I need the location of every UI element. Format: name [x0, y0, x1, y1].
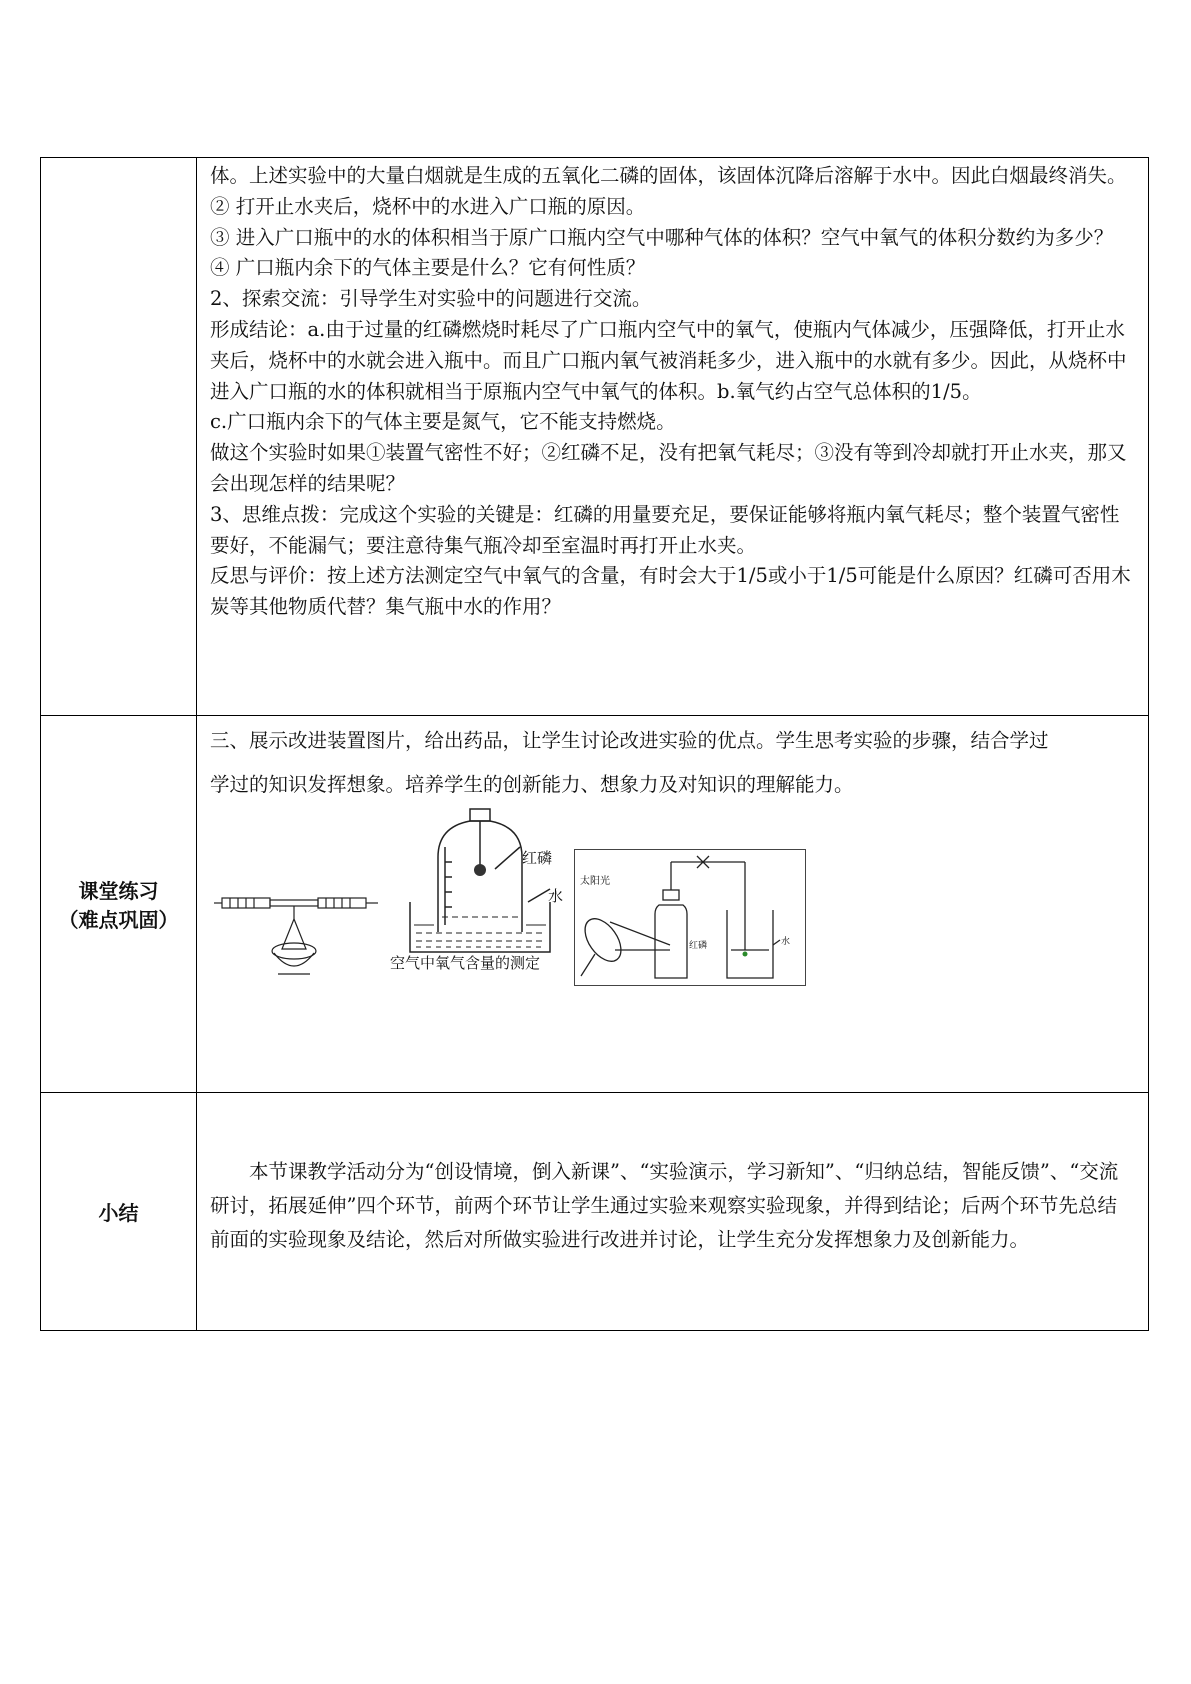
water-droplet-icon: [743, 952, 748, 957]
paragraph: 做这个实验时如果①装置气密性不好；②红磷不足，没有把氧气耗尽；③没有等到冷却就打开止水夹，那又会出现怎样的结果呢？: [210, 441, 1127, 495]
paragraph: ④ 广口瓶内余下的气体主要是什么？它有何性质？: [210, 256, 646, 280]
label-line: 课堂练习: [78, 879, 159, 903]
paragraph: 反思与评价：按上述方法测定空气中氧气的含量，有时会大于1/5或小于1/5可能是什么原因？红磷可否用木炭等其他物质代替？集气瓶中水的作用？: [210, 564, 1131, 619]
paragraph: 形成结论：a.由于过量的红磷燃烧时耗尽了广口瓶内空气中的氧气，使瓶内气体减少，压强降低，打开止水夹后，烧杯中的水就会进入瓶中。而且广口瓶内氧气被消耗多少，进入瓶中的水就有多少。因此，从烧杯中进入广口瓶的水的体积就相当于原瓶内空气中氧气的体积。b.氧气约占空气总体积的1/5。: [210, 317, 1127, 403]
figure-label-sunlight: 太阳光: [580, 876, 610, 887]
label-line: （难点巩固）: [58, 908, 179, 932]
bell-jar-figure: [390, 807, 564, 972]
lesson-plan-table: [40, 157, 1149, 1331]
figure-label-water: 水: [781, 937, 791, 947]
summary-text: 本节课教学活动分为“创设情境，倒入新课”、“实验演示，学习新知”、“归纳总结，智能反馈”、“交流研讨，拓展延伸”四个环节，前两个环节让学生通过实验来观察实验现象，并得到结论；后两个环节先总结前面的实验现象及结论，然后对所做实验进行改进并讨论，让学生充分发挥想象力及创新能力。: [210, 1160, 1119, 1251]
paragraph: ② 打开止水夹后，烧杯中的水进入广口瓶的原因。: [210, 194, 646, 218]
sunlight-apparatus-illustration: [575, 850, 805, 985]
row-label-empty: [41, 158, 197, 716]
paragraph: 学过的知识发挥想象。培养学生的创新能力、想象力及对知识的理解能力。: [210, 773, 854, 796]
paragraph: 2、探索交流：引导学生对实验中的问题进行交流。: [210, 287, 652, 311]
phosphorus-spoon-icon: [474, 864, 486, 876]
paragraph: 3、思维点拨：完成这个实验的关键是：红磷的用量要充足，要保证能够将瓶内氧气耗尽；整个装置气密性要好，不能漏气；要注意待集气瓶冷却至室温时再打开止水夹。: [210, 502, 1120, 557]
figure-caption: 空气中氧气含量的测定: [390, 954, 541, 972]
content-cell: [197, 158, 1149, 716]
paragraph: c.广口瓶内余下的气体主要是氮气，它不能支持燃烧。: [210, 410, 676, 434]
syringe-apparatus-illustration: [212, 889, 382, 989]
bell-jar-illustration: [400, 807, 560, 967]
figure-label-phosphorus: 红磷: [522, 849, 553, 867]
table-row: [41, 716, 1149, 1093]
content-cell: [197, 716, 1149, 1093]
syringe-apparatus-figure: [212, 889, 382, 989]
figure-area: [197, 819, 1148, 999]
paragraph: 三、展示改进装置图片，给出药品，让学生讨论改进实验的优点。学生思考实验的步骤，结合学过: [210, 729, 1049, 752]
content-text: [197, 158, 1148, 623]
paragraph: ③ 进入广口瓶中的水的体积相当于原广口瓶内空气中哪种气体的体积？空气中氧气的体积分数约为多少？: [210, 225, 1114, 249]
figure-label-water: 水: [548, 887, 564, 905]
table-row: [41, 1093, 1149, 1331]
content-text: [197, 716, 1148, 807]
row-label-practice: [41, 716, 197, 1093]
paragraph: 体。上述实验中的大量白烟就是生成的五氧化二磷的固体，该固体沉降后溶解于水中。因此白烟最终消失。: [210, 164, 1127, 187]
row-label-summary: 小结: [41, 1093, 197, 1331]
figure-label-phosphorus: 红磷: [689, 941, 708, 951]
table-row: [41, 158, 1149, 716]
content-cell: [197, 1093, 1149, 1331]
sunlight-apparatus-figure: [574, 849, 806, 986]
